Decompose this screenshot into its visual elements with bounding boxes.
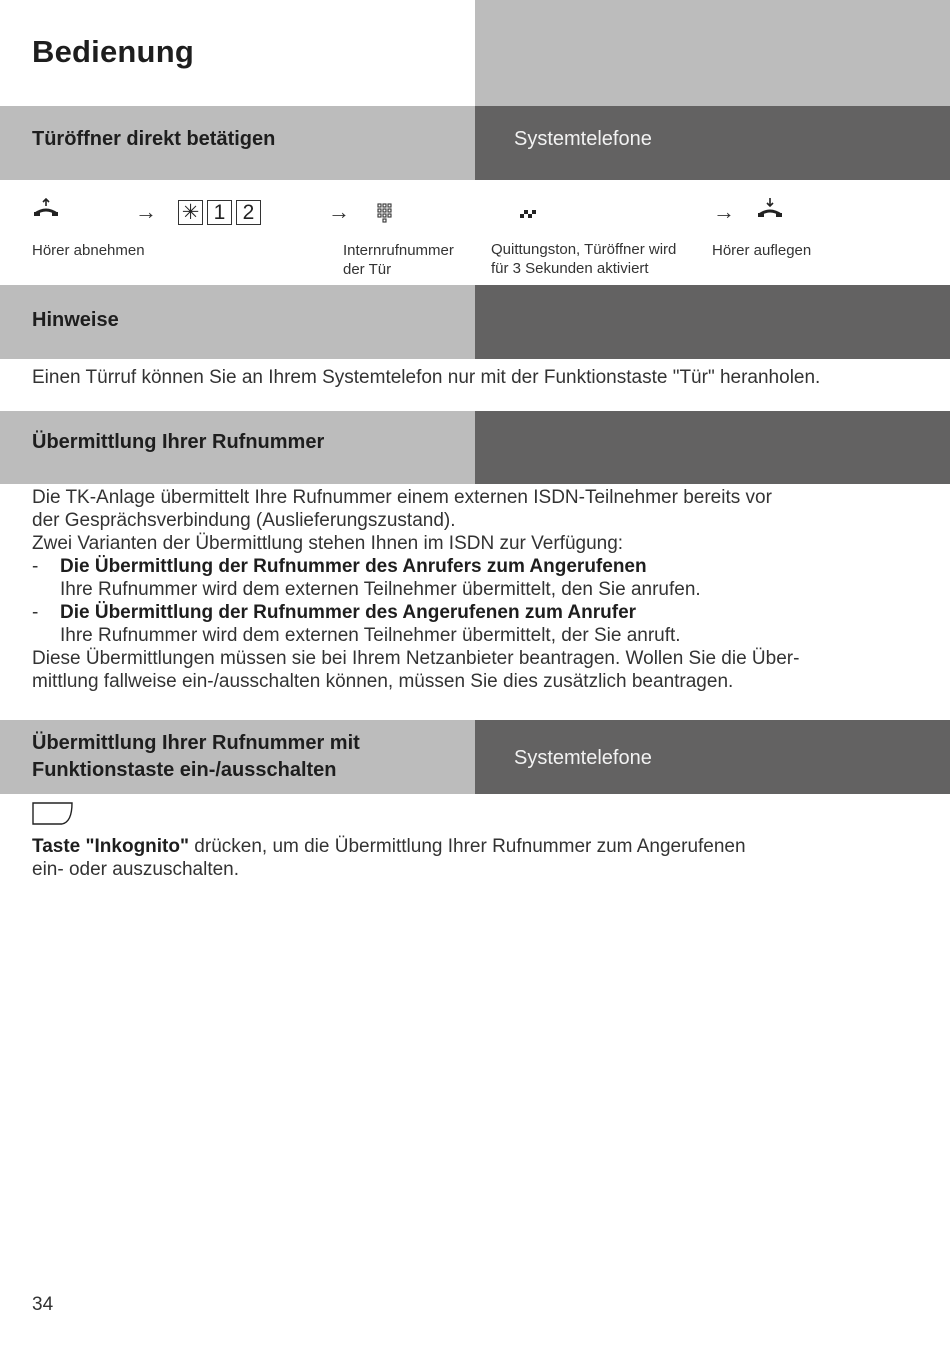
- caption-number: Internrufnummer der Tür: [343, 242, 454, 278]
- caption-hangup: Hörer auflegen: [712, 242, 812, 259]
- list-item: - Die Übermittlung der Rufnummer des Angerufenen zum Anrufer Ihre Rufnummer wird dem externen Teilnehmer übermittelt, der Sie anruft.: [32, 602, 681, 646]
- section3-title: Übermittlung Ihrer Rufnummer: [32, 431, 325, 453]
- handset-lift-icon: [33, 198, 61, 225]
- key-1: 1: [207, 200, 232, 225]
- confirmation-tone-icon: [519, 207, 539, 225]
- key-2: 2: [236, 200, 261, 225]
- keypad-icon: [377, 203, 393, 228]
- section2-dark-block: [475, 285, 950, 359]
- section1-title: Türöffner direkt betätigen: [32, 128, 276, 150]
- arrow-icon: →: [328, 199, 350, 224]
- section2-title: Hinweise: [32, 309, 119, 331]
- header-right-block: [475, 0, 950, 106]
- hint-text: Einen Türruf können Sie an Ihrem Systemtelefon nur mit der Funktionstaste "Tür" heranholen.: [32, 367, 821, 388]
- section4-system-label: Systemtelefone: [514, 747, 652, 769]
- section4-title: Übermittlung Ihrer Rufnummer mit Funktionstaste ein-/ausschalten: [32, 732, 360, 781]
- section1-system-label: Systemtelefone: [514, 128, 652, 150]
- section3-body: Die TK-Anlage übermittelt Ihre Rufnummer einem externen ISDN-Teilnehmer bereits vor der Gesprächsverbindung (Auslieferungszustand). Zwei Varianten der Übermittlung stehen Ihnen im ISDN zur Verfügung: - Die Übermittlung der Rufnummer des Anrufers zum Angerufenen Ihre Rufnummer wird dem externen Teilnehmer übermittelt, den Sie anrufen. - Die Übermittlung der Rufnummer des Angerufenen zum Anrufer Ihre Rufnummer wird dem externen Teilnehmer übermittelt, der Sie anruft. Diese Übermittlungen müssen sie bei Ihrem Netzanbieter beantragen. Wollen Sie die Über- mittlung fallweise ein-/ausschalten können, müssen Sie dies zusätzlich beantragen.: [32, 486, 912, 693]
- key-sequence: [178, 200, 265, 225]
- page-number: 34: [32, 1294, 54, 1315]
- section3-dark-block: [475, 411, 950, 484]
- handset-hangup-icon: [757, 197, 785, 224]
- list-item: - Die Übermittlung der Rufnummer des Anrufers zum Angerufenen Ihre Rufnummer wird dem externen Teilnehmer übermittelt, den Sie anrufen.: [32, 556, 701, 600]
- arrow-icon: →: [713, 199, 735, 224]
- caption-tone: Quittungston, Türöffner wird für 3 Sekunden aktiviert: [491, 241, 677, 277]
- caption-lift: Hörer abnehmen: [32, 242, 145, 259]
- arrow-icon: →: [135, 199, 157, 224]
- key-star: ✳: [178, 200, 203, 225]
- page-title: Bedienung: [32, 34, 194, 69]
- function-key-icon: [32, 802, 74, 831]
- section4-body: Taste "Inkognito" drücken, um die Übermittlung Ihrer Rufnummer zum Angerufenen ein- oder auszuschalten.: [32, 836, 746, 880]
